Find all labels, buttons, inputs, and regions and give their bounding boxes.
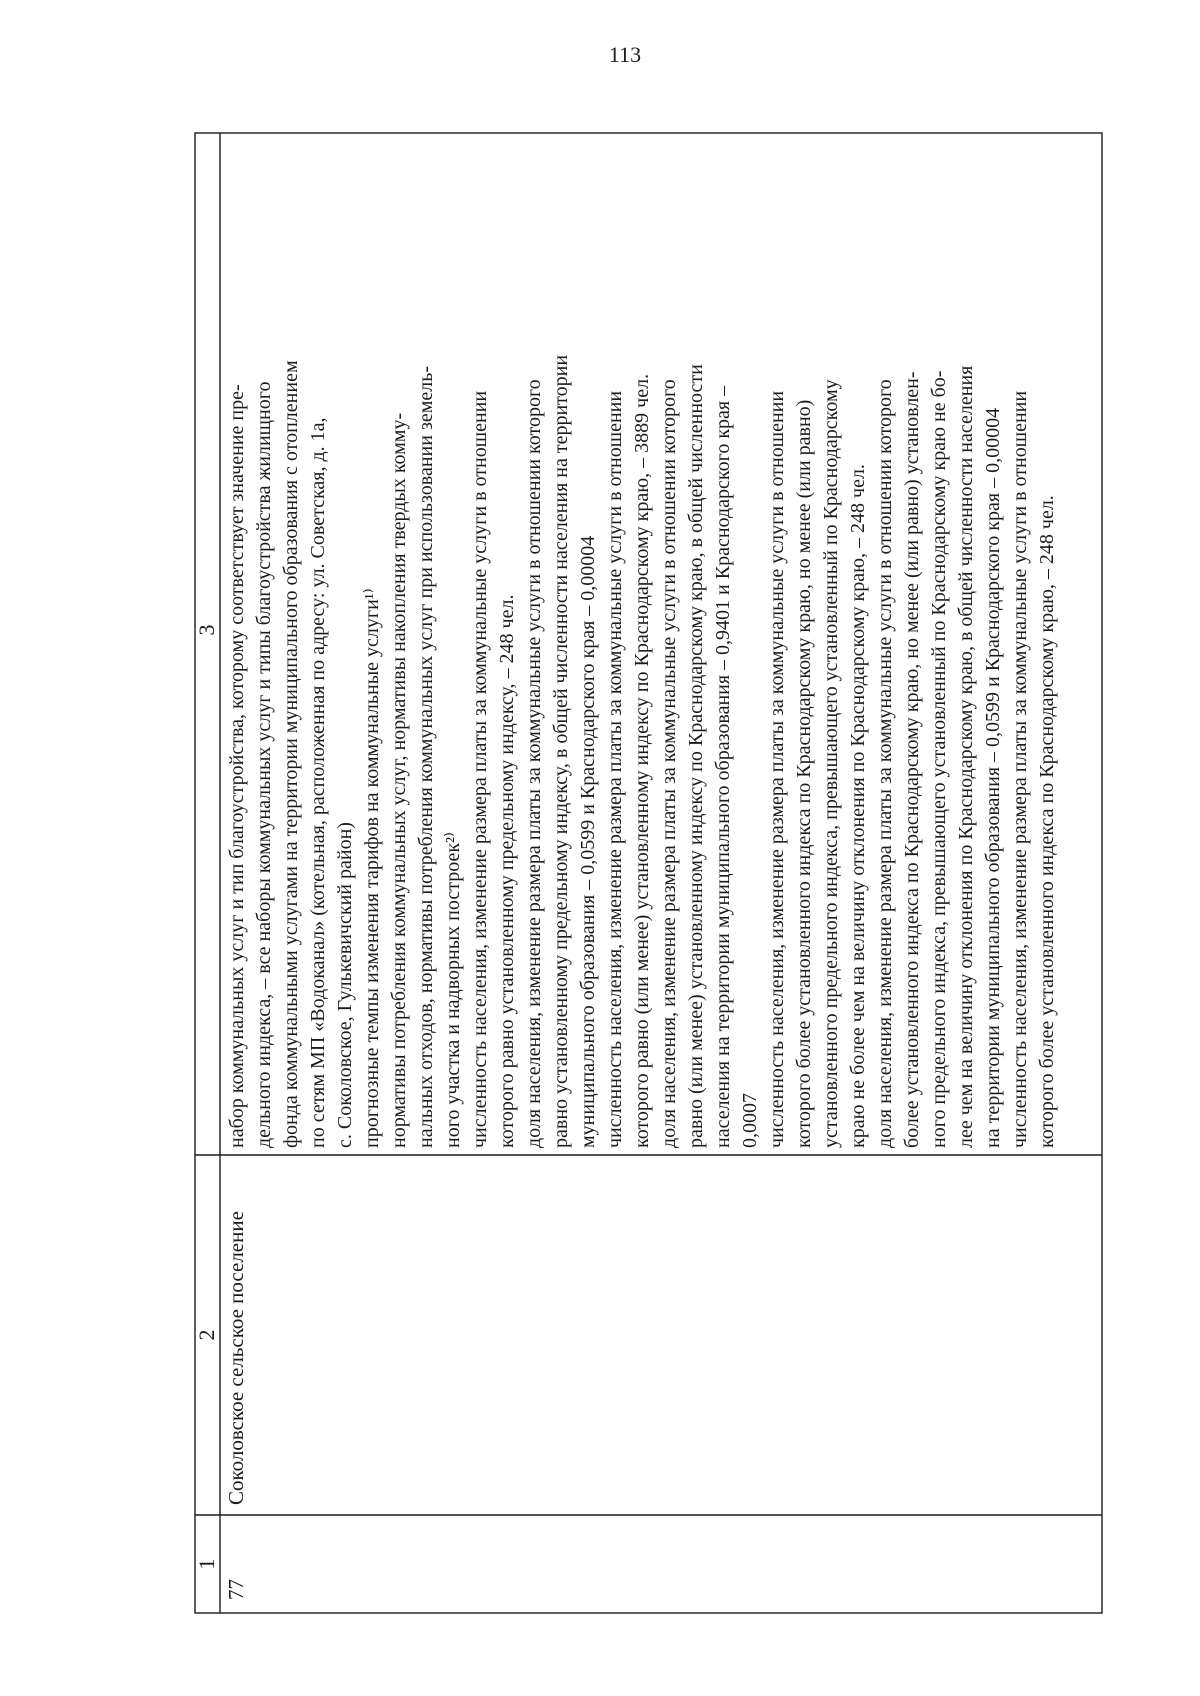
description-line: нормативы потребления коммунальных услуг, нормативы накопления твердых комму-	[388, 412, 410, 1148]
header-col-2: 2	[194, 1329, 219, 1341]
description-line: ного участка и надворных построек²⁾	[442, 832, 464, 1148]
description-line: краю не более чем на величину отклонения по Краснодарскому краю, – 248 чел.	[847, 464, 869, 1148]
description-line: которого более установленного индекса по Краснодарскому краю, но менее (или равно)	[793, 399, 815, 1148]
description-line: дельного индекса, – все наборы коммунальных услуг и типы благоустройства жилищного	[253, 381, 275, 1148]
description-line: населения на территории муниципального образования – 0,9401 и Краснодарского края –	[712, 385, 734, 1148]
description-line: фонда коммунальными услугами на территории муниципального образования с отоплением	[280, 360, 302, 1148]
description-line: нальных отходов, нормативы потребления коммунальных услуг при использовании земель-	[415, 365, 437, 1148]
description-line: которого равно установленному предельному индексу, – 248 чел.	[496, 594, 518, 1148]
row-number: 77	[224, 1579, 248, 1600]
description-line: доля населения, изменение размера платы за коммунальные услуги в отношении которого	[658, 379, 680, 1148]
description-line: по сетям МП «Водоканал» (котельная, расположенная по адресу: ул. Советская, д. 1а,	[307, 417, 329, 1148]
description-line: численность населения, изменение размера платы за коммунальные услуги в отношении	[469, 390, 491, 1148]
description-line: численность населения, изменение размера платы за коммунальные услуги в отношении	[766, 390, 788, 1148]
description-line: набор коммунальных услуг и тип благоустройства, которому соответствует значение пре-	[226, 384, 248, 1148]
description-line: более установленного индекса по Краснодарскому краю, но менее (или равно) установлен-	[901, 371, 923, 1148]
description-line: прогнозные темпы изменения тарифов на коммунальные услуги¹⁾	[361, 588, 383, 1148]
description-line: равно (или менее) установленному индексу по Краснодарскому краю, в общей численности	[685, 364, 707, 1148]
description-line: муниципального образования – 0,0599 и Краснодарского края – 0,00004	[577, 535, 599, 1148]
description-line: ного предельного индекса, превышающего установленный по Краснодарскому краю не бо-	[928, 370, 950, 1148]
description-line: которого более установленного индекса по Краснодарскому краю, – 248 чел.	[1036, 495, 1058, 1148]
description-line: на территории муниципального образования – 0,0599 и Краснодарского края – 0,00004	[982, 407, 1004, 1148]
header-col-1: 1	[194, 1558, 219, 1570]
description-line: 0,0007	[739, 1093, 761, 1148]
settlement-name: Соколовское сельское поселение	[224, 1211, 248, 1505]
description-line: равно установленному предельному индексу, в общей численности населения на территории	[550, 354, 572, 1148]
description-line: лее чем на величину отклонения по Краснодарскому краю, в общей численности населения	[955, 365, 977, 1148]
description-line: численность населения, изменение размера платы за коммунальные услуги в отношении	[1009, 390, 1031, 1148]
header-col-3: 3	[194, 624, 219, 636]
description-cell	[226, 355, 1058, 1148]
description-line: численность населения, изменение размера платы за коммунальные услуги в отношении	[604, 390, 626, 1148]
description-line: установленного предельного индекса, превышающего установленный по Краснодарскому	[820, 379, 842, 1148]
description-line: с. Соколовское, Гулькевичский район)	[334, 822, 356, 1148]
description-line: доля населения, изменение размера платы за коммунальные услуги в отношении которого	[874, 379, 896, 1148]
page-number: 113	[608, 42, 642, 67]
description-line: которого равно (или менее) установленному индексу по Краснодарскому краю, – 3889 чел.	[631, 373, 653, 1148]
description-line: доля населения, изменение размера платы за коммунальные услуги в отношении которого	[523, 379, 545, 1148]
